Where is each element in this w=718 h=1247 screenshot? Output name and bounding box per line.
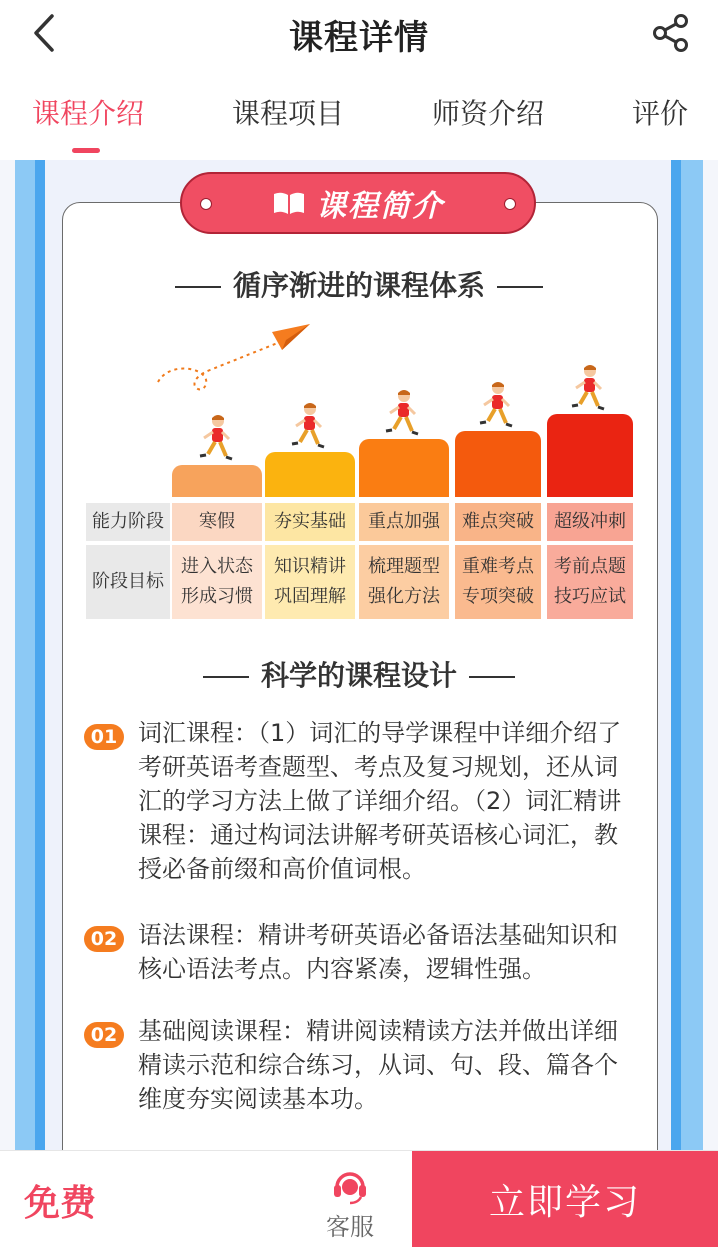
step-foundation xyxy=(265,452,355,497)
tab-course-projects[interactable]: 课程项目 xyxy=(232,97,345,130)
item-description: 语法课程：精讲考研英语必备语法基础知识和核心语法考点。内容紧凑，逻辑性强。 xyxy=(138,921,618,983)
customer-service-label: 客服 xyxy=(326,1213,374,1241)
start-learning-button[interactable]: 立即学习 xyxy=(412,1151,718,1247)
item-number-badge: 02 xyxy=(84,926,124,952)
step-breakthrough xyxy=(455,431,541,497)
title-rule-left xyxy=(203,676,249,678)
tab-teachers[interactable]: 师资介绍 xyxy=(432,97,545,130)
banner-dot-right xyxy=(504,198,516,210)
goal-cell xyxy=(265,545,355,619)
step-focus xyxy=(359,439,449,497)
item-description: 词汇课程：（1）词汇的导学课程中详细介绍了考研英语考查题型、考点及复习规划，还从词汇的学习方法上做了详细介绍。（2）词汇精讲课程：通过构词法讲解考研英语核心词汇，教授必备前缀和高价值词根。 xyxy=(138,719,622,883)
goal-line: 专项突破 xyxy=(462,586,534,607)
stage-cell: 重点加强 xyxy=(359,503,449,541)
section-banner xyxy=(180,172,536,234)
tab-bar xyxy=(0,92,718,158)
customer-service-button[interactable] xyxy=(318,1165,382,1245)
tab-course-intro[interactable]: 课程介绍 xyxy=(32,97,145,130)
goal-line: 巩固理解 xyxy=(274,586,346,607)
goal-line: 知识精讲 xyxy=(274,556,346,577)
row-header-goal: 阶段目标 xyxy=(86,545,170,619)
stage-cell: 夯实基础 xyxy=(265,503,355,541)
section-title-text: 科学的课程设计 xyxy=(260,659,457,692)
goal-cell xyxy=(547,545,633,619)
goal-line: 技巧应试 xyxy=(554,586,626,607)
item-number-badge: 02 xyxy=(84,1022,124,1048)
page-title: 课程详情 xyxy=(289,18,429,58)
row-header-stage: 能力阶段 xyxy=(86,503,170,541)
goal-line: 形成习惯 xyxy=(181,586,253,607)
headset-icon xyxy=(330,1165,370,1205)
paper-plane-icon xyxy=(150,320,320,400)
stage-cell: 寒假 xyxy=(172,503,262,541)
runner-icon xyxy=(382,389,422,441)
list-item xyxy=(84,716,644,896)
item-description: 基础阅读课程：精讲阅读精读方法并做出详细精读示范和综合练习，从词、句、段、篇各个维度夯实阅读基本功。 xyxy=(138,1017,618,1113)
runner-icon xyxy=(476,381,516,433)
tab-reviews[interactable]: 评价 xyxy=(632,97,689,130)
runner-icon xyxy=(568,364,608,416)
stage-cell: 超级冲刺 xyxy=(547,503,633,541)
goal-cell xyxy=(359,545,449,619)
title-rule-right xyxy=(497,286,543,288)
banner-title: 课程简介 xyxy=(316,189,444,224)
goal-line: 考前点题 xyxy=(554,556,626,577)
bottom-action-bar xyxy=(0,1150,718,1247)
goal-cell xyxy=(455,545,541,619)
share-icon[interactable] xyxy=(650,12,692,54)
step-winter xyxy=(172,465,262,497)
section-title-system xyxy=(0,264,718,304)
goal-line: 进入状态 xyxy=(181,556,253,577)
list-item xyxy=(84,918,644,992)
item-number-badge: 01 xyxy=(84,724,124,750)
section-title-design xyxy=(0,654,718,694)
stage-cell: 难点突破 xyxy=(455,503,541,541)
section-title-text: 循序渐进的课程体系 xyxy=(232,269,485,302)
runner-icon xyxy=(288,402,328,454)
active-tab-indicator xyxy=(72,148,100,153)
header-bar xyxy=(0,0,718,68)
book-icon xyxy=(272,190,306,216)
banner-dot-left xyxy=(200,198,212,210)
goal-cell xyxy=(172,545,262,619)
runner-icon xyxy=(196,414,236,466)
goal-line: 梳理题型 xyxy=(368,556,440,577)
title-rule-right xyxy=(469,676,515,678)
list-item xyxy=(84,1014,644,1124)
step-sprint xyxy=(547,414,633,497)
price-free-label: 免费 xyxy=(24,1183,97,1224)
goal-line: 强化方法 xyxy=(368,586,440,607)
title-rule-left xyxy=(175,286,221,288)
goal-line: 重难考点 xyxy=(462,556,534,577)
course-intro-content[interactable] xyxy=(0,160,718,1150)
